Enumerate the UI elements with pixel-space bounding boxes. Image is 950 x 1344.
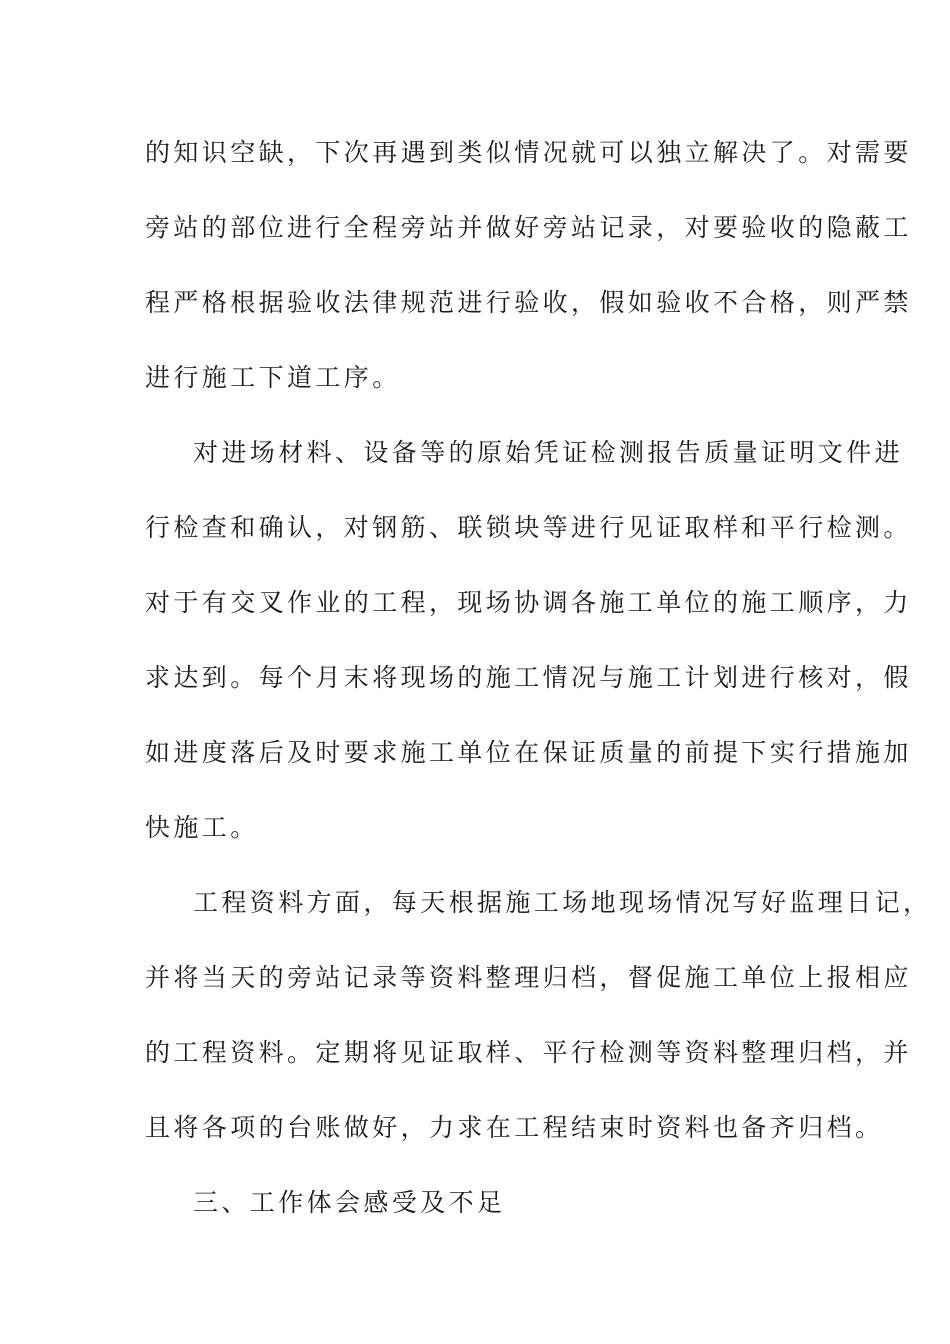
text-line: 进行施工下道工序。 (145, 363, 401, 392)
text-line: 行检查和确认，对钢筋、联锁块等进行见证取样和平行检测。 (145, 513, 912, 542)
text-line: 快施工。 (145, 813, 259, 842)
text-line: 程严格根据验收法律规范进行验收，假如验收不合格，则严禁 (145, 288, 912, 317)
text-line: 求达到。每个月末将现场的施工情况与施工计划进行核对，假 (145, 663, 912, 692)
text-line: 如进度落后及时要求施工单位在保证质量的前提下实行措施加 (145, 738, 912, 767)
text-line: 的知识空缺，下次再遇到类似情况就可以独立解决了。对需要 (145, 138, 912, 167)
text-line: 对于有交叉作业的工程，现场协调各施工单位的施工顺序，力 (145, 588, 912, 617)
text-line: 并将当天的旁站记录等资料整理归档，督促施工单位上报相应 (145, 963, 912, 992)
text-line: 旁站的部位进行全程旁站并做好旁站记录，对要验收的隐蔽工 (145, 213, 912, 242)
paragraph-start-line: 对进场材料、设备等的原始凭证检测报告质量证明文件进 (193, 438, 904, 467)
section-heading: 三、工作体会感受及不足 (193, 1188, 506, 1217)
paragraph-start-line: 工程资料方面，每天根据施工场地现场情况写好监理日记， (193, 888, 932, 917)
text-line: 且将各项的台账做好，力求在工程结束时资料也备齐归档。 (145, 1113, 884, 1142)
text-line: 的工程资料。定期将见证取样、平行检测等资料整理归档，并 (145, 1038, 912, 1067)
